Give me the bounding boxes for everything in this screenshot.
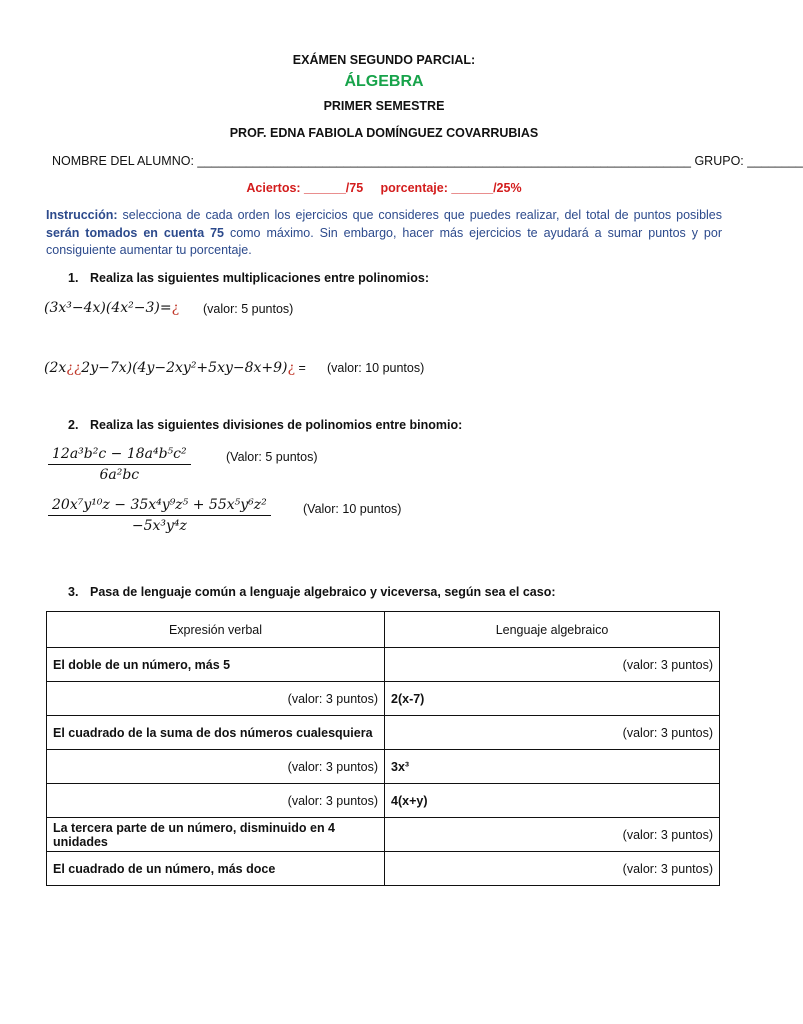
question-2-title: Realiza las siguientes divisiones de polinomios entre binomio: (90, 418, 463, 432)
table-row (47, 818, 720, 852)
verbal-cell: El cuadrado de un número, más doce (47, 852, 385, 886)
subject-title: ÁLGEBRA (344, 73, 424, 90)
question-1-heading (68, 271, 429, 285)
verbal-answer-cell[interactable]: (valor: 3 puntos) (47, 784, 385, 818)
table-header-row (47, 612, 720, 648)
q2-value-1: (Valor: 5 puntos) (226, 450, 318, 464)
q1-expr2-part-a: (2x (44, 360, 67, 376)
q2-frac1-numerator: 12a³b²c − 18a⁴b⁵c² (48, 446, 191, 465)
algebraic-answer-cell[interactable]: (valor: 3 puntos) (385, 716, 720, 750)
algebraic-cell: 3x³ (385, 750, 720, 784)
question-1-title: Realiza las siguientes multiplicaciones entre polinomios: (90, 271, 429, 285)
language-table (46, 611, 720, 886)
table-row (47, 716, 720, 750)
q2-frac2-numerator: 20x⁷y¹⁰z − 35x⁴y⁹z⁵ + 55x⁵y⁶z² (48, 497, 271, 516)
instruction-label: Instrucción: (46, 208, 118, 222)
verbal-answer-cell[interactable]: (valor: 3 puntos) (47, 682, 385, 716)
algebraic-answer-cell[interactable]: (valor: 3 puntos) (385, 648, 720, 682)
instruction-text-1: selecciona de cada orden los ejercicios que consideres que puedes realizar, del total de puntos posibles (117, 208, 722, 222)
question-2-heading (68, 418, 462, 432)
verbal-cell: El cuadrado de la suma de dos números cualesquiera (47, 716, 385, 750)
q1-expression-2 (44, 360, 306, 376)
table-row (47, 852, 720, 886)
column-header-verbal: Expresión verbal (47, 612, 385, 648)
question-3-number: 3. (68, 585, 79, 599)
algebraic-answer-cell[interactable]: (valor: 3 puntos) (385, 818, 720, 852)
q2-value-2: (Valor: 10 puntos) (303, 502, 402, 516)
q1-expr2-question-marks: ¿¿ (66, 360, 82, 376)
question-1-number: 1. (68, 271, 79, 285)
verbal-cell: La tercera parte de un número, disminuido en 4 unidades (47, 818, 385, 852)
verbal-cell: El doble de un número, más 5 (47, 648, 385, 682)
q1-expr1-text: (3x³−4x)(4x²−3)= (44, 300, 172, 316)
q1-value-2: (valor: 10 puntos) (327, 361, 425, 375)
q1-expr2-part-b: 2y−7x)(4y−2xy²+5xy−8x+9) (81, 360, 288, 376)
q1-expr2-question-mark-2: ¿ (287, 360, 296, 376)
algebraic-cell: 4(x+y) (385, 784, 720, 818)
q2-frac2-denominator: −5x³y⁴z (131, 518, 187, 534)
instruction-paragraph (46, 207, 722, 260)
semester-label: PRIMER SEMESTRE (323, 99, 445, 113)
instruction-bold: serán tomados en cuenta 75 (46, 225, 224, 240)
table-row (47, 750, 720, 784)
q1-value-1: (valor: 5 puntos) (203, 302, 294, 316)
q2-fraction-2 (48, 497, 271, 534)
question-3-title: Pasa de lenguaje común a lenguaje algebraico y viceversa, según sea el caso: (90, 585, 556, 599)
table-row (47, 784, 720, 818)
q1-expr2-equals: = (295, 361, 306, 375)
question-2-number: 2. (68, 418, 79, 432)
student-name-line[interactable]: NOMBRE DEL ALUMNO: _______________________________________________________________________ GRUPO: ________ (52, 154, 803, 168)
verbal-answer-cell[interactable]: (valor: 3 puntos) (47, 750, 385, 784)
table-row (47, 682, 720, 716)
q1-expr1-question-mark: ¿ (171, 300, 180, 316)
q2-frac1-denominator: 6a²bc (99, 467, 140, 483)
score-line: Aciertos: ______/75 porcentaje: ______/25% (246, 181, 522, 195)
question-3-heading (68, 585, 556, 599)
instruction-text-2: como máximo. Sin embargo, hacer más ejercicios te ayudará a sumar puntos y por consiguiente aumentar tu porcentaje. (46, 225, 722, 257)
exam-title: EXÁMEN SEGUNDO PARCIAL: (292, 53, 476, 67)
table-row (47, 648, 720, 682)
algebraic-answer-cell[interactable]: (valor: 3 puntos) (385, 852, 720, 886)
professor-name: PROF. EDNA FABIOLA DOMÍNGUEZ COVARRUBIAS (229, 126, 539, 140)
q1-expression-1 (44, 300, 179, 316)
algebraic-cell: 2(x-7) (385, 682, 720, 716)
q2-fraction-1 (48, 446, 191, 483)
column-header-algebraic: Lenguaje algebraico (385, 612, 720, 648)
